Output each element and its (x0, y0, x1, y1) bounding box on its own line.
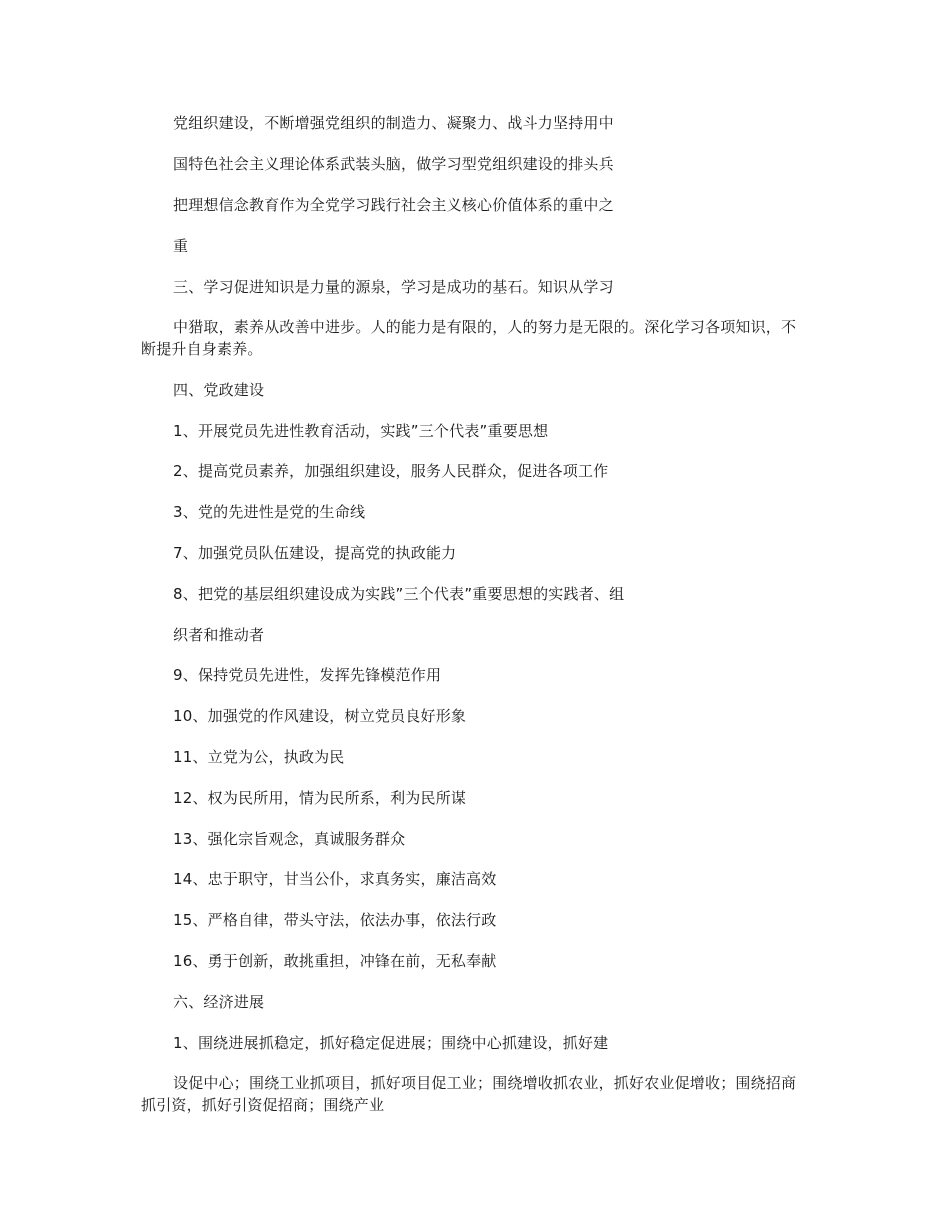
paragraph: 中猎取，素养从改善中进步。人的能力是有限的，人的努力是无限的。深化学习各项知识，不断提升自身素养。 (141, 318, 797, 358)
list-item: 15、严格自律，带头守法，依法办事，依法行政 (173, 911, 497, 929)
list-item-continuation: 织者和推动者 (173, 626, 265, 644)
list-item: 1、开展党员先进性教育活动，实践”三个代表”重要思想 (173, 422, 549, 440)
list-item: 10、加强党的作风建设，树立党员良好形象 (173, 707, 467, 725)
section-heading: 六、经济进展 (173, 993, 265, 1011)
list-item: 2、提高党员素养，加强组织建设，服务人民群众，促进各项工作 (173, 462, 609, 480)
paragraph: 重 (173, 237, 189, 255)
paragraph: 三、学习促进知识是力量的源泉，学习是成功的基石。知识从学习 (173, 278, 614, 296)
list-item: 13、强化宗旨观念，真诚服务群众 (173, 830, 406, 848)
paragraph: 把理想信念教育作为全党学习践行社会主义核心价值体系的重中之 (173, 196, 614, 214)
list-item: 11、立党为公，执政为民 (173, 748, 345, 766)
section-heading: 四、党政建设 (173, 381, 265, 399)
list-item: 8、把党的基层组织建设成为实践”三个代表”重要思想的实践者、组 (173, 585, 625, 603)
list-item: 3、党的先进性是党的生命线 (173, 503, 366, 521)
list-item: 14、忠于职守，甘当公仆，求真务实，廉洁高效 (173, 870, 497, 888)
list-item: 16、勇于创新，敢挑重担，冲锋在前，无私奉献 (173, 952, 497, 970)
paragraph: 国特色社会主义理论体系武装头脑，做学习型党组织建设的排头兵 (173, 155, 614, 173)
list-item: 1、围绕进展抓稳定，抓好稳定促进展；围绕中心抓建设，抓好建 (173, 1034, 609, 1052)
paragraph: 党组织建设，不断增强党组织的制造力、凝聚力、战斗力坚持用中 (173, 114, 614, 132)
list-item: 7、加强党员队伍建设，提高党的执政能力 (173, 544, 457, 562)
list-item: 9、保持党员先进性，发挥先锋模范作用 (173, 666, 442, 684)
paragraph: 设促中心；围绕工业抓项目，抓好项目促工业；围绕增收抓农业，抓好农业促增收；围绕招商抓引资，抓好引资促招商；围绕产业 (141, 1074, 797, 1114)
list-item: 12、权为民所用，情为民所系，利为民所谋 (173, 789, 467, 807)
